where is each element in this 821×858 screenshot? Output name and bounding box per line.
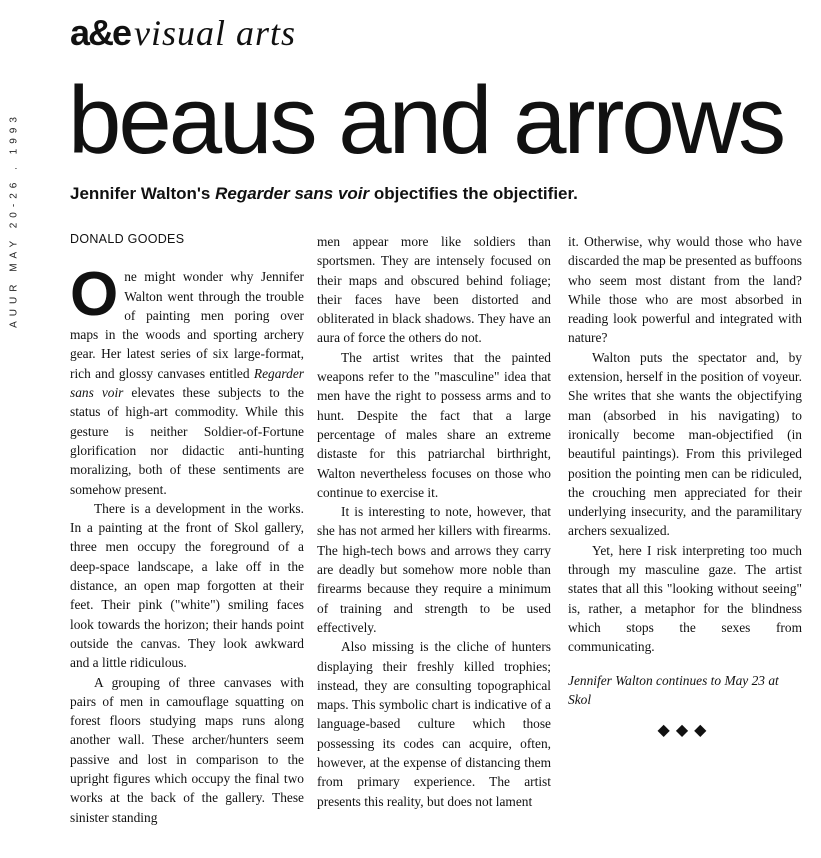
paragraph: Walton puts the spectator and, by extension, herself in the position of voyeur. She writes that she wants the objectifying man (absorbed in his navigating) to ironically become man-objectified (in beautiful paintings). From this privileged position the pointing men can be ridiculed, the crouching men appreciated for their underlying insecurity, and the paramilitary archers sexualized. <box>568 349 802 539</box>
deck <box>70 184 578 204</box>
deck-pre: Jennifer Walton's <box>70 184 216 203</box>
end-dingbat: ◆◆◆ <box>657 722 713 740</box>
paragraph-text: elevates these subjects to the status of high-art commodity. While this gesture is neither Soldier-of-Fortune glorification nor didactic anti-hunting moralizing, both of these sentiments are somehow present. <box>70 385 305 497</box>
exhibition-credit: Jennifer Walton continues to May 23 at Skol <box>568 672 779 707</box>
deck-post: objectifies the objectifier. <box>369 184 578 203</box>
deck-title: Regarder sans voir <box>215 184 370 203</box>
column-3 <box>568 232 802 740</box>
paragraph: Also missing is the cliche of hunters displaying their freshly killed trophies; instead, they are consulting topographical maps. This symbolic chart is indicative of a language-based culture which those possessing its codes can acquire, often, however, at the expense of distancing them from primary experience. The artist presents this reality, but does not lament <box>317 639 551 809</box>
drop-cap: O <box>70 260 119 330</box>
byline: DONALD GOODES <box>70 232 185 246</box>
artwork-title: Regarder sans voir <box>70 365 304 401</box>
brand-logo: a&e <box>70 12 131 53</box>
paragraph: it. Otherwise, why would those who have discarded the map be presented as buffoons who seem most distant from the land? While those who are most absorbed in reading look powerful and integrated with nature? <box>568 234 802 346</box>
paragraph-text: ne might wonder why Jennifer Walton went through the trouble of painting men poring over maps in the woods and sporting archery gear. Her latest series of six large-format, rich and glossy canvases entitled <box>70 269 304 381</box>
paragraph: A grouping of three canvases with pairs of men in camouflage squatting on forest floors studying maps runs along another wall. These archer/hunters seem passive and lost in comparison to the upright figures which occupy the final two works at the back of the gallery. These sinister standing <box>70 674 304 825</box>
paragraph: The artist writes that the painted weapons refer to the "masculine" idea that men have the right to possess arms and to hunt. Despite the fact that a large percentage of males share an extreme distaste for this patriarchal birthright, Walton nevertheless focuses on those who continue to exercise it. <box>317 349 551 500</box>
column-2 <box>317 232 551 811</box>
paragraph: men appear more like soldiers than sportsmen. They are intensely focused on their maps and obscured behind foliage; their faces have been distorted and obliterated in black shadows. They have an aura of force the others do not. <box>317 234 551 346</box>
date-strip-text: AUUR MAY 20-26 . 1993 <box>8 112 20 328</box>
column-1 <box>70 230 304 827</box>
paragraph: It is interesting to note, however, that she has not armed her killers with firearms. The high-tech bows and arrows they carry are deadly but somehow more noble than firearms because they require a minimum of training and strength to be used effectively. <box>317 504 551 635</box>
date-strip <box>2 70 26 370</box>
headline: beaus and arrows <box>68 67 784 174</box>
paragraph: Yet, here I risk interpreting too much through my masculine gaze. The artist states that all this "looking without seeing" is, rather, a metaphor for the blindness which stops the sexes from communicating. <box>568 542 802 655</box>
section-name: visual arts <box>134 13 297 53</box>
section-header <box>70 12 296 58</box>
paragraph: There is a development in the works. In a painting at the front of Skol gallery, three men occupy the foreground of a deep-space landscape, a lake off in the distance, an open map forgotten at their feet. Their pink ("white") smiling faces look towards the horizon; their hands point outside the canvas. They look awkward and a little ridiculous. <box>70 500 304 671</box>
paragraph <box>70 260 305 499</box>
